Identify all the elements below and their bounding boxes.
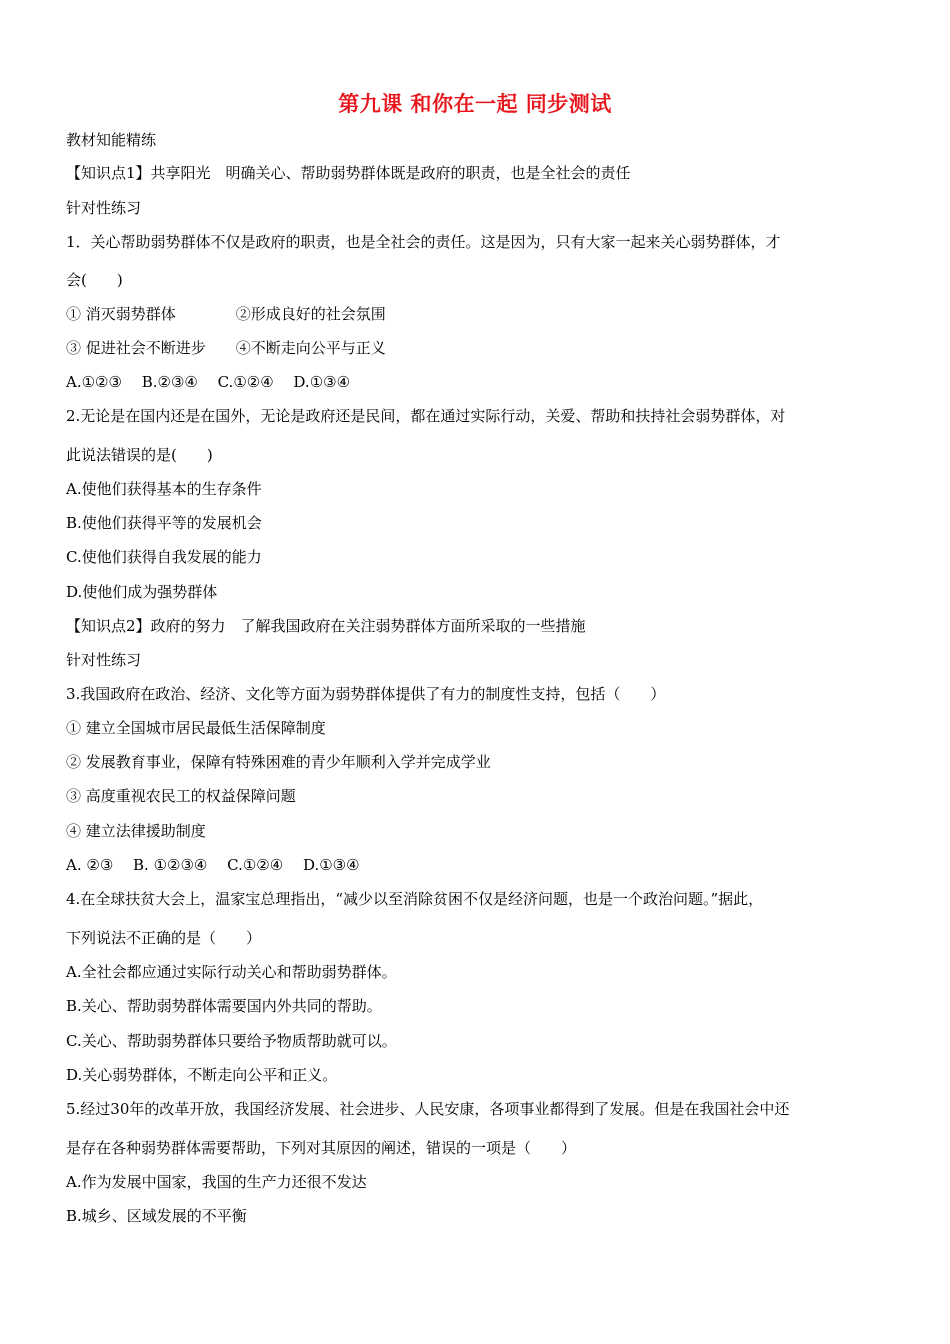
knowledge-point-1: 【知识点1】共享阳光 明确关心、帮助弱势群体既是政府的职责，也是全社会的责任 bbox=[66, 164, 631, 182]
section-heading: 教材知能精练 bbox=[66, 131, 157, 149]
question-1-stem-cont: 会( ) bbox=[66, 271, 123, 289]
question-5-option-a: A.作为发展中国家，我国的生产力还很不发达 bbox=[66, 1173, 367, 1191]
question-4-option-b: B.关心、帮助弱势群体需要国内外共同的帮助。 bbox=[66, 997, 382, 1015]
question-4-stem-cont: 下列说法不正确的是（ ） bbox=[66, 929, 262, 947]
question-4-stem: 4.在全球扶贫大会上，温家宝总理指出，“减少以至消除贫困不仅是经济问题，也是一个政治问题。”据此， bbox=[66, 890, 764, 908]
question-1-option-row-1: ① 消灭弱势群体 ②形成良好的社会氛围 bbox=[66, 305, 386, 323]
question-1-choices: A.①②③ B.②③④ C.①②④ D.①③④ bbox=[66, 373, 351, 391]
question-5-option-b: B.城乡、区域发展的不平衡 bbox=[66, 1207, 247, 1225]
question-2-option-d: D.使他们成为强势群体 bbox=[66, 583, 218, 601]
question-3-item-3: ③ 高度重视农民工的权益保障问题 bbox=[66, 787, 296, 805]
question-2-option-b: B.使他们获得平等的发展机会 bbox=[66, 514, 262, 532]
question-3-item-1: ① 建立全国城市居民最低生活保障制度 bbox=[66, 719, 326, 737]
practice-heading-2: 针对性练习 bbox=[66, 651, 142, 669]
question-4-option-d: D.关心弱势群体，不断走向公平和正义。 bbox=[66, 1066, 338, 1084]
question-1-option-row-2: ③ 促进社会不断进步 ④不断走向公平与正义 bbox=[66, 339, 386, 357]
question-3-item-2: ② 发展教育事业，保障有特殊困难的青少年顺利入学并完成学业 bbox=[66, 753, 491, 771]
question-1-stem: 1．关心帮助弱势群体不仅是政府的职责，也是全社会的责任。这是因为，只有大家一起来关心弱势群体，才 bbox=[66, 233, 781, 251]
question-2-stem: 2.无论是在国内还是在国外，无论是政府还是民间，都在通过实际行动，关爱、帮助和扶持社会弱势群体，对 bbox=[66, 407, 786, 425]
page-title: 第九课 和你在一起 同步测试 bbox=[338, 92, 612, 116]
practice-heading-1: 针对性练习 bbox=[66, 199, 142, 217]
question-5-stem: 5.经过30年的改革开放，我国经济发展、社会进步、人民安康，各项事业都得到了发展。但是在我国社会中还 bbox=[66, 1100, 790, 1118]
question-3-item-4: ④ 建立法律援助制度 bbox=[66, 822, 206, 840]
question-3-choices: A. ②③ B. ①②③④ C.①②④ D.①③④ bbox=[66, 856, 360, 874]
question-2-stem-cont: 此说法错误的是( ) bbox=[66, 446, 213, 464]
question-4-option-c: C.关心、帮助弱势群体只要给予物质帮助就可以。 bbox=[66, 1032, 397, 1050]
knowledge-point-2: 【知识点2】政府的努力 了解我国政府在关注弱势群体方面所采取的一些措施 bbox=[66, 617, 586, 635]
question-2-option-a: A.使他们获得基本的生存条件 bbox=[66, 480, 262, 498]
question-5-stem-cont: 是存在各种弱势群体需要帮助，下列对其原因的阐述，错误的一项是（ ） bbox=[66, 1139, 577, 1157]
question-2-option-c: C.使他们获得自我发展的能力 bbox=[66, 548, 262, 566]
question-4-option-a: A.全社会都应通过实际行动关心和帮助弱势群体。 bbox=[66, 963, 397, 981]
question-3-stem: 3.我国政府在政治、经济、文化等方面为弱势群体提供了有力的制度性支持，包括（ ） bbox=[66, 685, 666, 703]
